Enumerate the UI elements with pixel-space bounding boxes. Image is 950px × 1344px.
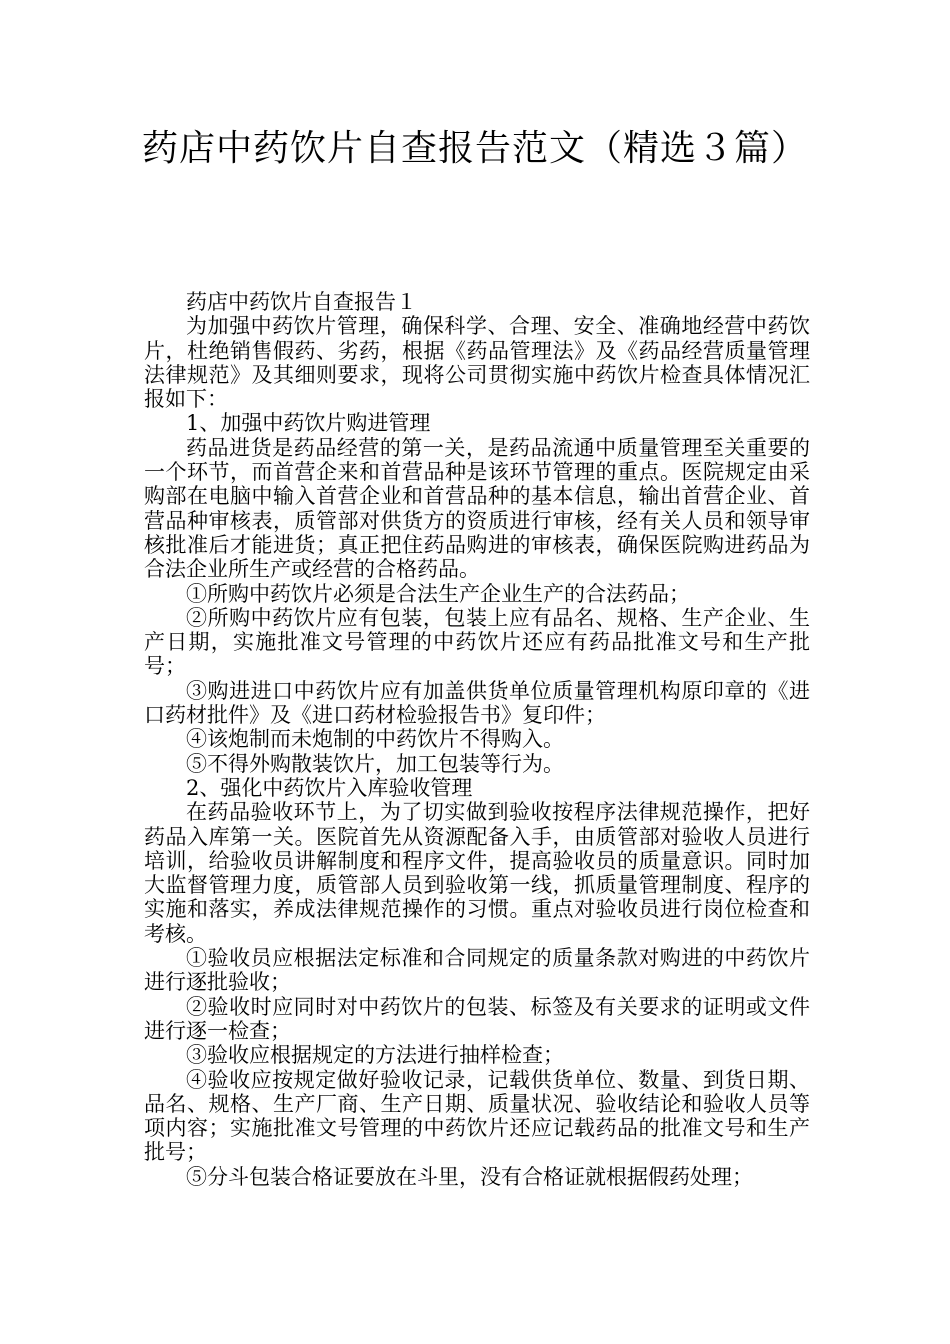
intro-paragraph: 为加强中药饮片管理，确保科学、合理、安全、准确地经营中药饮片，杜绝销售假药、劣药，根据《药品管理法》及《药品经营质量管理法律规范》及其细则要求，现将公司贯彻实施中药饮片检查具体情况汇报如下： xyxy=(144,314,810,412)
purchase-item-3: ③购进进口中药饮片应有加盖供货单位质量管理机构原印章的《进口药材批件》及《进口药材检验报告书》复印件； xyxy=(144,678,810,728)
document-body xyxy=(144,290,810,1189)
purchase-item-1: ①所购中药饮片必须是合法生产企业生产的合法药品； xyxy=(186,581,690,606)
section-heading-purchase: 1、加强中药饮片购进管理 xyxy=(186,411,431,436)
section-heading-inspection: 2、强化中药饮片入库验收管理 xyxy=(186,775,473,800)
purchase-item-2: ②所购中药饮片应有包装，包装上应有品名、规格、生产企业、生产日期，实施批准文号管理的中药饮片还应有药品批准文号和生产批号； xyxy=(144,605,810,679)
purchase-item-4: ④该炮制而未炮制的中药饮片不得购入。 xyxy=(186,727,564,752)
inspection-item-4: ④验收应按规定做好验收记录，记载供货单位、数量、到货日期、品名、规格、生产厂商、生产日期、质量状况、验收结论和验收人员等项内容；实施批准文号管理的中药饮片还应记载药品的批准文号和生产批号； xyxy=(144,1067,810,1165)
inspection-paragraph: 在药品验收环节上，为了切实做到验收按程序法律规范操作，把好药品入库第一关。医院首先从资源配备入手，由质管部对验收人员进行培训，给验收员讲解制度和程序文件，提高验收员的质量意识。同时加大监督管理力度，质管部人员到验收第一线，抓质量管理制度、程序的实施和落实，养成法律规范操作的习惯。重点对验收员进行岗位检查和考核。 xyxy=(144,800,810,946)
purchase-paragraph: 药品进货是药品经营的第一关，是药品流通中质量管理至关重要的一个环节，而首营企来和首营品种是该环节管理的重点。医院规定由采购部在电脑中输入首营企业和首营品种的基本信息，输出首营企业、首营品种审核表，质管部对供货方的资质进行审核，经有关人员和领导审核批准后才能进货；真正把住药品购进的审核表，确保医院购进药品为合法企业所生产或经营的合格药品。 xyxy=(144,435,810,582)
section-heading-report-1: 药店中药饮片自查报告１ xyxy=(186,290,417,314)
document-title: 药店中药饮片自查报告范文（精选３篇） xyxy=(141,128,808,169)
inspection-item-1: ①验收员应根据法定标准和合同规定的质量条款对购进的中药饮片进行逐批验收； xyxy=(144,946,810,995)
purchase-item-5: ⑤不得外购散装饮片，加工包装等行为。 xyxy=(186,751,564,776)
inspection-item-3: ③验收应根据规定的方法进行抽样检查； xyxy=(186,1043,564,1068)
inspection-item-5: ⑤分斗包装合格证要放在斗里，没有合格证就根据假药处理； xyxy=(186,1164,753,1189)
inspection-item-2: ②验收时应同时对中药饮片的包装、标签及有关要求的证明或文件进行逐一检查； xyxy=(144,994,810,1043)
